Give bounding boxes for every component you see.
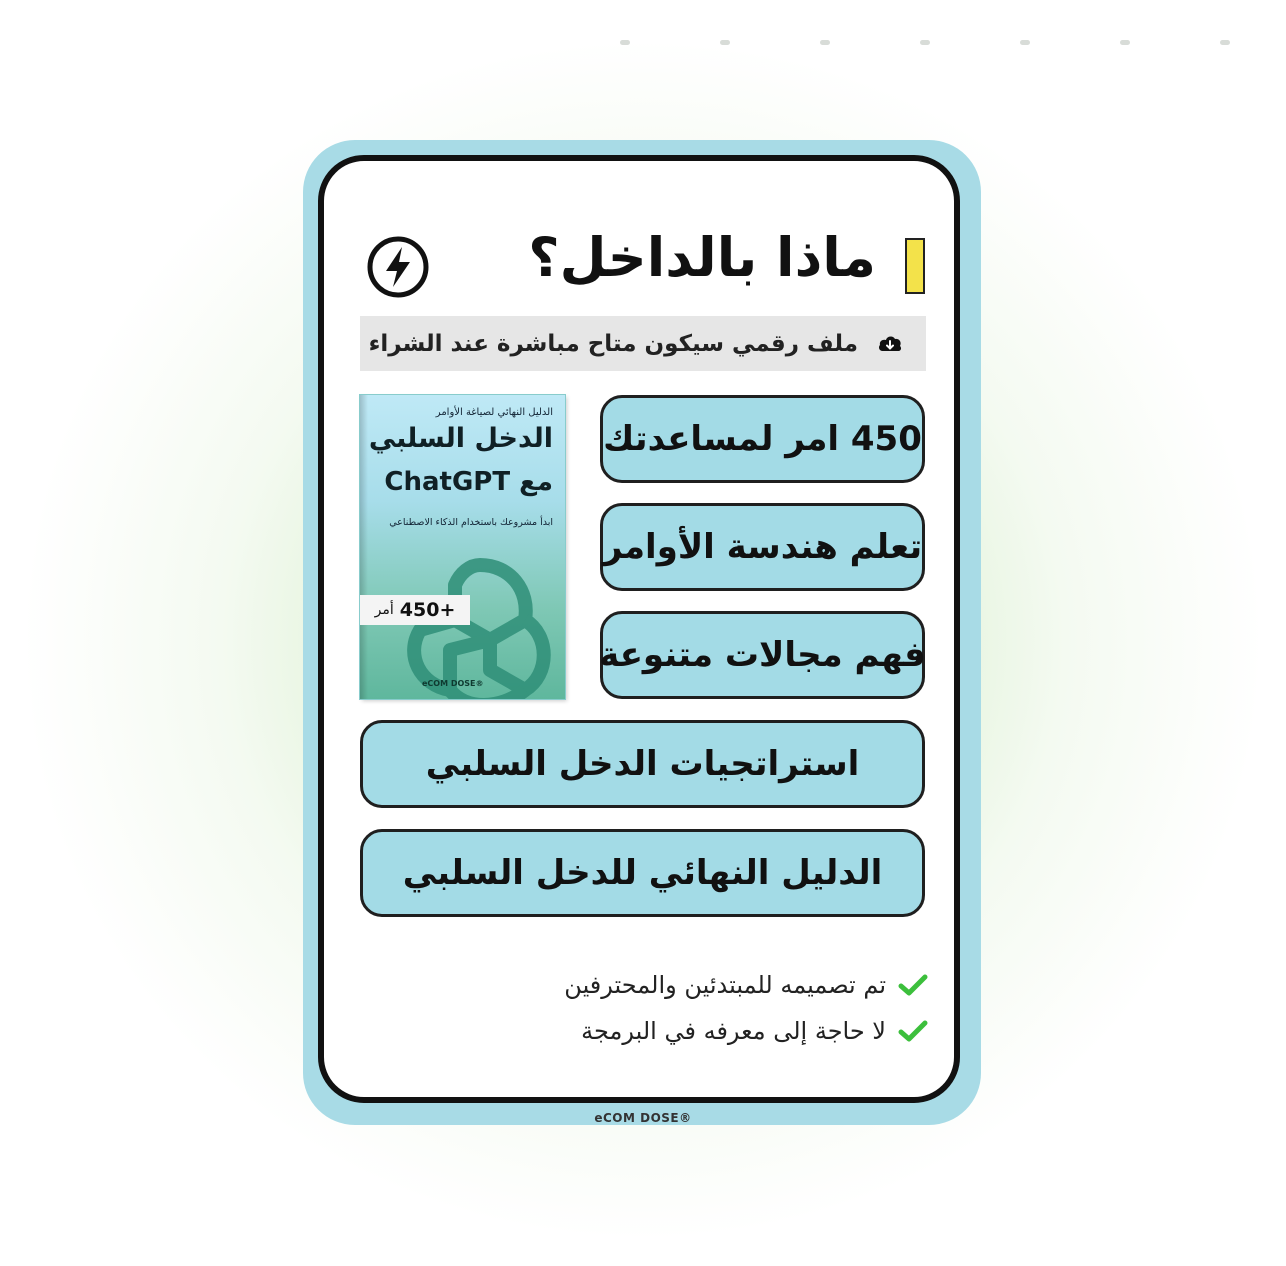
title-accent-bar [905,238,925,294]
book-spine [360,395,368,699]
cover-badge [360,595,470,625]
feature-pill: فهم مجالات متنوعة [600,611,925,699]
check-item [564,1008,928,1054]
check-icon [898,1020,928,1042]
dot [920,40,930,45]
check-item [564,962,928,1008]
cover-subtitle: ابدأ مشروعك باستخدام الذكاء الاصطناعي [389,517,553,528]
notice-text: ملف رقمي سيكون متاح مباشرة عند الشراء [368,330,858,357]
cover-title-line1: الدخل السلبي [368,423,553,454]
dot [620,40,630,45]
footer-brand: eCOM DOSE® [594,1111,692,1125]
lightning-icon [366,235,430,299]
feature-pill: 450 امر لمساعدتك [600,395,925,483]
page-title: ماذا بالداخل؟ [528,226,876,289]
feature-pill: تعلم هندسة الأوامر [600,503,925,591]
checklist [564,962,928,1054]
pagination-dots [620,40,1240,50]
check-text: لا حاجة إلى معرفه في البرمجة [581,1017,886,1045]
digital-file-notice [360,316,926,371]
cloud-download-icon [876,330,904,358]
feature-pill: الدليل النهائي للدخل السلبي [360,829,925,917]
cover-badge-number: +450 [399,599,456,621]
cover-brand: eCOM DOSE® [422,679,484,688]
cover-badge-label: أمر [374,602,394,618]
check-icon [898,974,928,996]
dot [1020,40,1030,45]
book-cover [360,395,565,699]
feature-pill: استراتجيات الدخل السلبي [360,720,925,808]
check-text: تم تصميمه للمبتدئين والمحترفين [564,971,886,999]
cover-title-line2: مع ChatGPT [384,467,553,497]
dot [820,40,830,45]
dot [1220,40,1230,45]
cover-small-title: الدليل النهائي لصياغة الأوامر [435,407,553,418]
dot [720,40,730,45]
dot [1120,40,1130,45]
